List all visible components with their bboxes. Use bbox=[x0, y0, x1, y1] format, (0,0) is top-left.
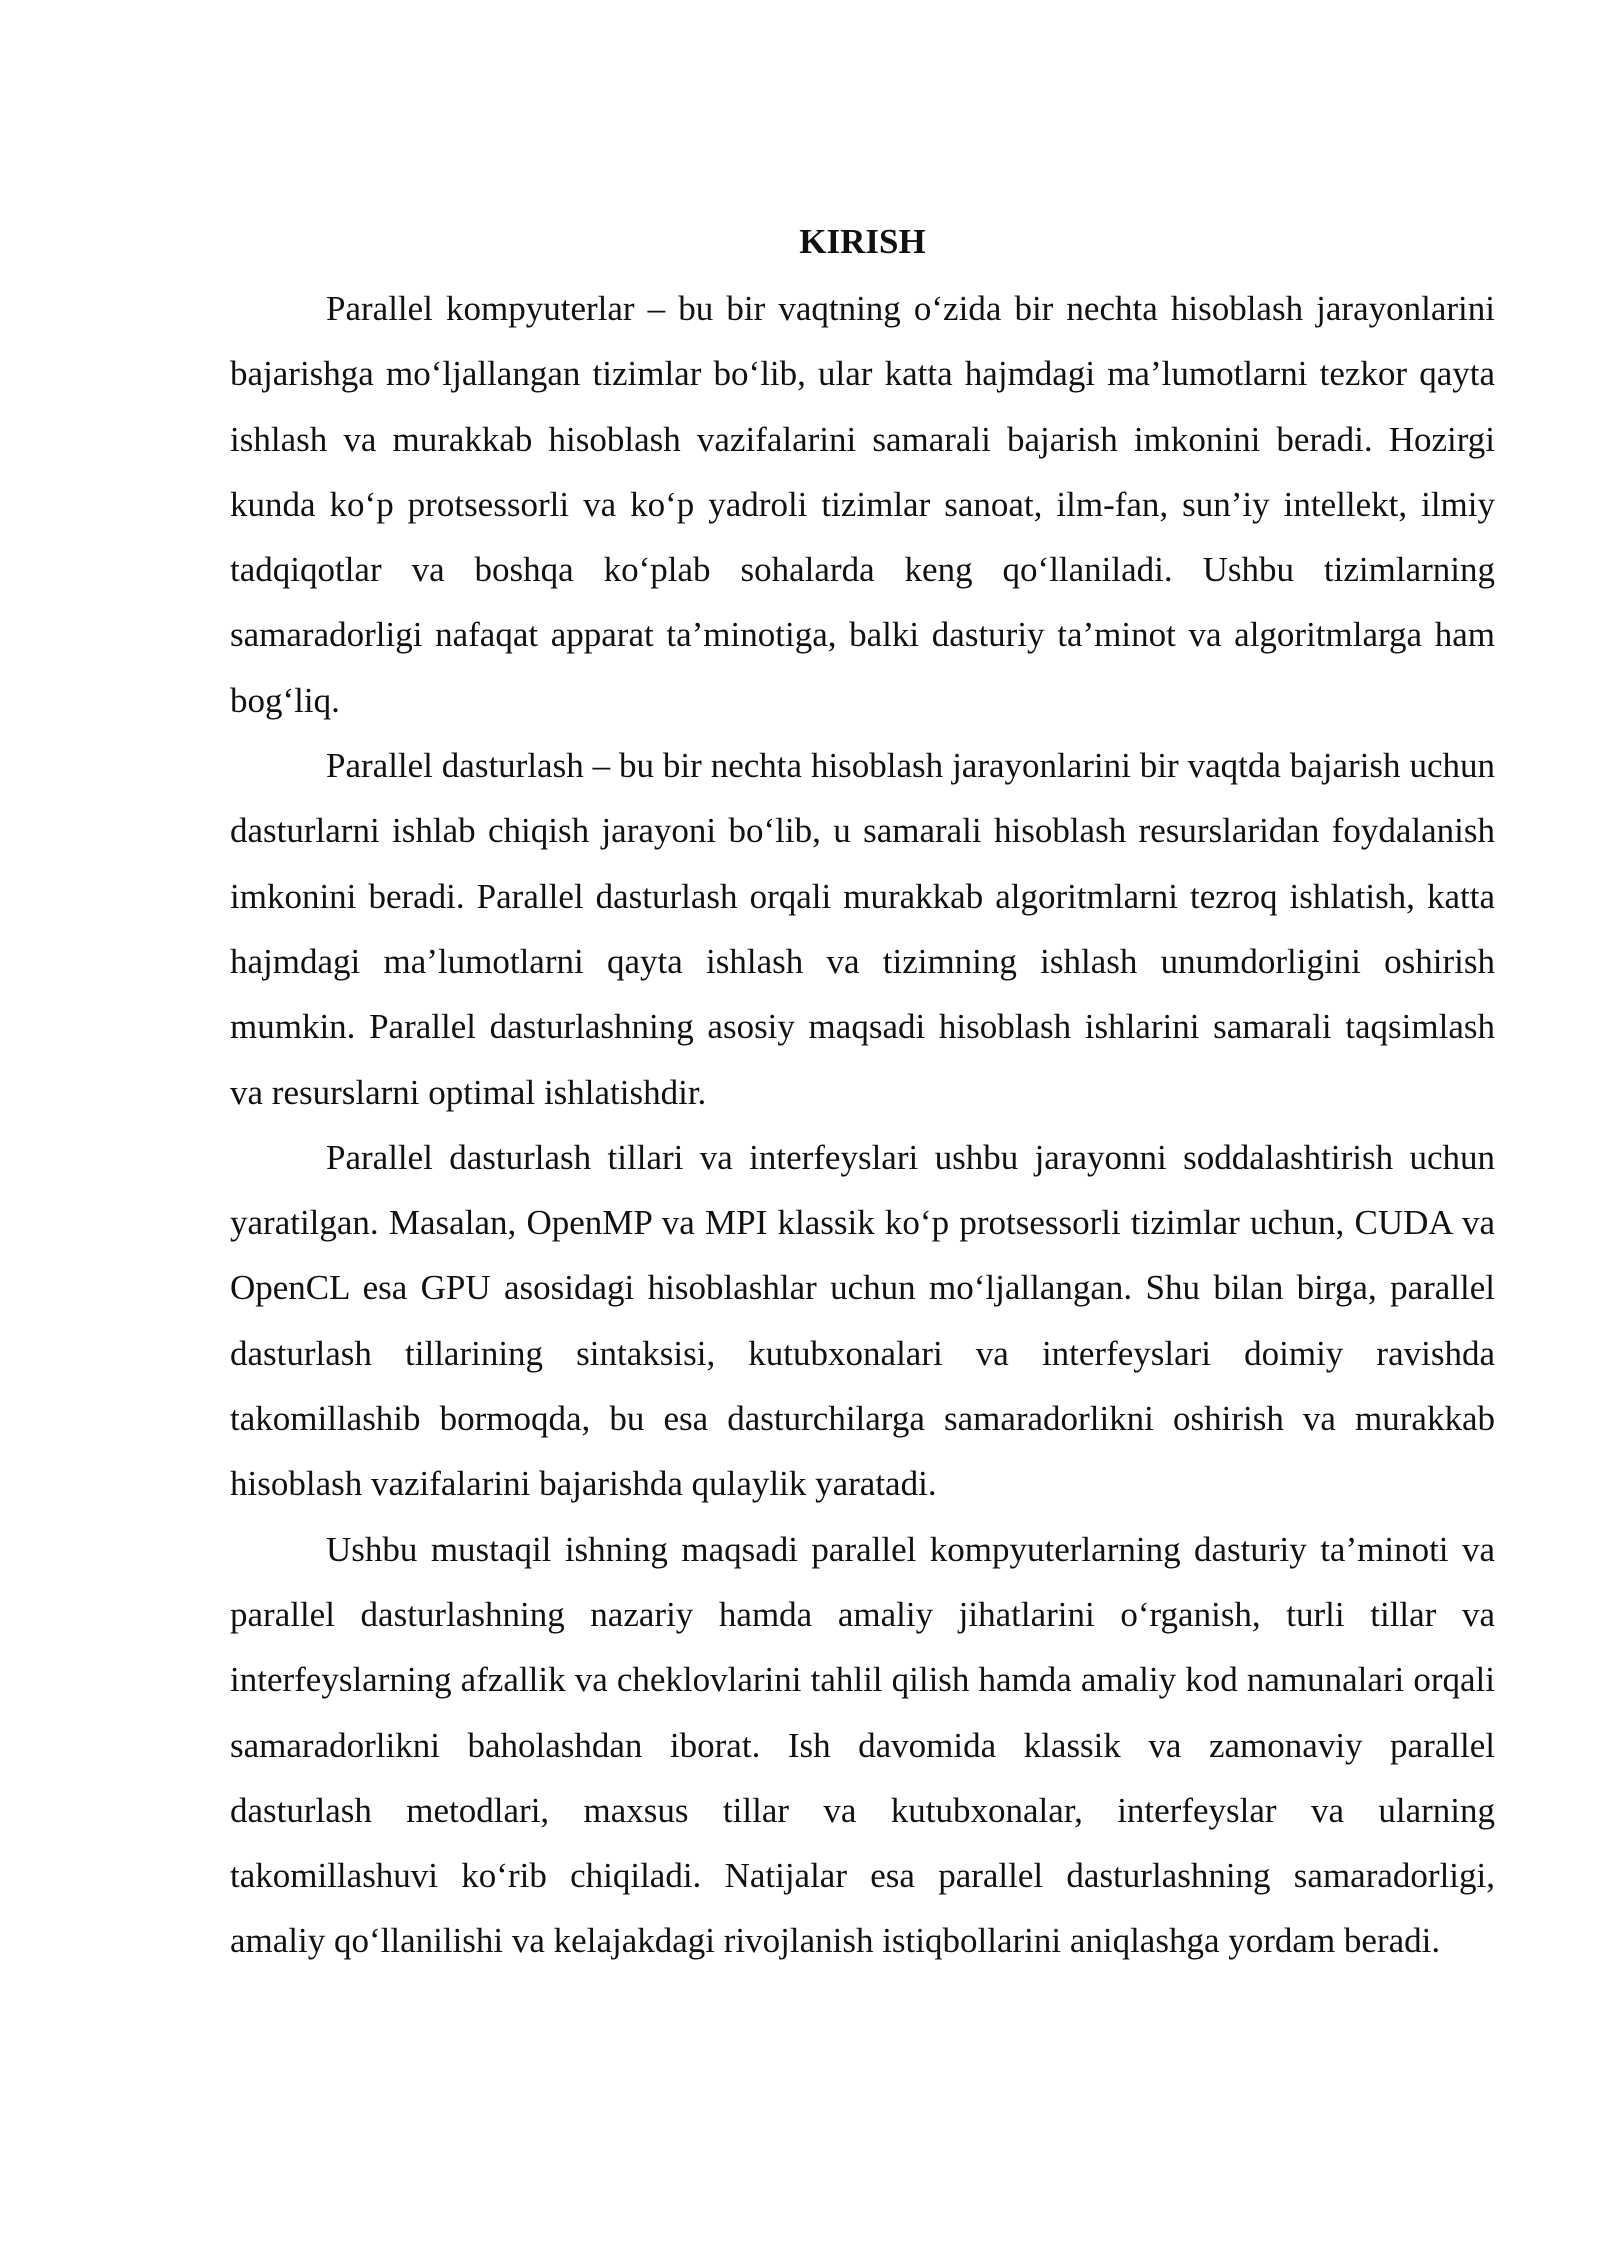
page-title: KIRISH bbox=[799, 222, 926, 261]
paragraph-3: Parallel dasturlash tillari va interfeyslari ushbu jarayonni soddalashtirish uchun yaratilgan. Masalan, OpenMP va MPI klassik ko‘p protsessorli tizimlar uchun, CUDA va OpenCL esa GPU asosidagi hisoblashlar uchun mo‘ljallangan. Shu bilan birga, parallel dasturlash tillarining sintaksisi, kutubxonalari va interfeyslari doimiy ravishda takomillashib bormoqda, bu esa dasturchilarga samaradorlikni oshirish va murakkab hisoblash vazifalarini bajarishda qulaylik yaratadi. bbox=[230, 1137, 1495, 1504]
document-page bbox=[230, 214, 1495, 1974]
paragraph-4: Ushbu mustaqil ishning maqsadi parallel kompyuterlarning dasturiy ta’minoti va parallel dasturlashning nazariy hamda amaliy jihatlarini o‘rganish, turli tillar va interfeyslarning afzallik va cheklovlarini tahlil qilish hamda amaliy kod namunalari orqali samaradorlikni baholashdan iborat. Ish davomida klassik va zamonaviy parallel dasturlash metodlari, maxsus tillar va kutubxonalar, interfeyslar va ularning takomillashuvi ko‘rib chiqiladi. Natijalar esa parallel dasturlashning samaradorligi, amaliy qo‘llanilishi va kelajakdagi rivojlanish istiqbollarini aniqlashga yordam beradi. bbox=[230, 1529, 1495, 1961]
paragraph-1: Parallel kompyuterlar – bu bir vaqtning o‘zida bir nechta hisoblash jarayonlarini bajarishga mo‘ljallangan tizimlar bo‘lib, ular katta hajmdagi ma’lumotlarni tezkor qayta ishlash va murakkab hisoblash vazifalarini samarali bajarish imkonini beradi. Hozirgi kunda ko‘p protsessorli va ko‘p yadroli tizimlar sanoat, ilm-fan, sun’iy intellekt, ilmiy tadqiqotlar va boshqa ko‘plab sohalarda keng qo‘llaniladi. Ushbu tizimlarning samaradorligi nafaqat apparat ta’minotiga, balki dasturiy ta’minot va algoritmlarga ham bog‘liq. bbox=[230, 289, 1495, 720]
paragraph-2: Parallel dasturlash – bu bir nechta hisoblash jarayonlarini bir vaqtda bajarish uchun dasturlarni ishlab chiqish jarayoni bo‘lib, u samarali hisoblash resurslaridan foydalanish imkonini beradi. Parallel dasturlash orqali murakkab algoritmlarni tezroq ishlatish, katta hajmdagi ma’lumotlarni qayta ishlash va tizimning ishlash unumdorligini oshirish mumkin. Parallel dasturlashning asosiy maqsadi hisoblash ishlarini samarali taqsimlash va resurslarni optimal ishlatishdir. bbox=[230, 746, 1495, 1112]
